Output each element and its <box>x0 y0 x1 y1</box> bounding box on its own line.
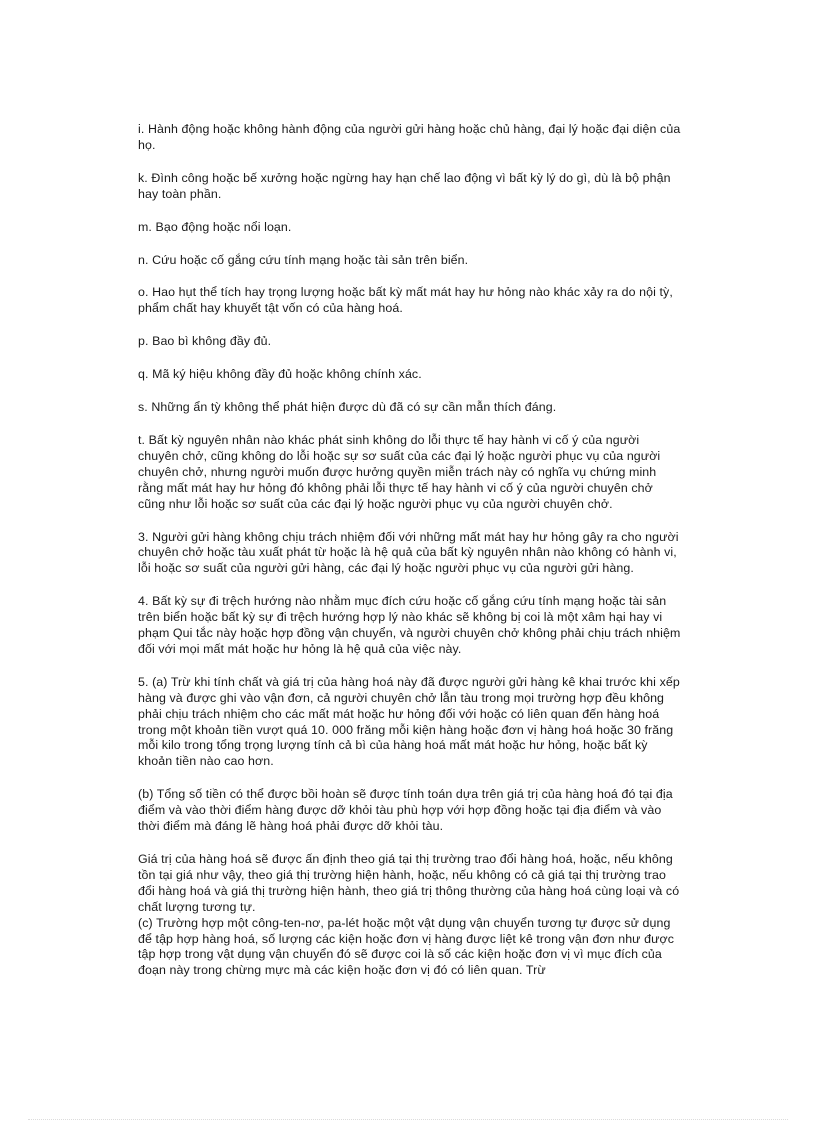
paragraph-n: n. Cứu hoặc cố gắng cứu tính mạng hoặc tài sản trên biển. <box>138 252 469 267</box>
paragraph-5c: (c) Trường hợp một công-ten-nơ, pa-lét hoặc một vật dụng vận chuyển tương tự được sử dụng để tập hợp hàng hoá, số lượng các kiện hoặc đơn vị hàng được liệt kê trong vận đơn như được tập hợp trong vật dụng vận chuyển đó sẽ được coi là số các kiện hoặc đơn vị vì mục đích của đoạn này trong chừng mực mà các kiện hoặc đơn vị đó có liên quan. Trừ <box>138 915 675 978</box>
document-body <box>138 122 682 996</box>
paragraph-4: 4. Bất kỳ sự đi trệch hướng nào nhằm mục đích cứu hoặc cố gắng cứu tính mạng hoặc tài sản trên biển hoặc bất kỳ sự đi trệch hướng hợp lý nào khác sẽ không bị coi là một xâm hại hay vi phạm Qui tắc này hoặc hợp đồng vận chuyển, và người chuyên chở không phải chịu trách nhiệm đối với mọi mất mát hoặc hư hỏng là hệ quả của việc này. <box>138 594 681 656</box>
paragraph-i: i. Hành động hoặc không hành động của người gửi hàng hoặc chủ hàng, đại lý hoặc đại diện của họ. <box>138 122 681 152</box>
paragraph-5b: (b) Tổng số tiền có thể được bồi hoàn sẽ được tính toán dựa trên giá trị của hàng hoá đó tại địa điểm và vào thời điểm hàng được dỡ khỏi tàu phù hợp với hợp đồng hoặc tại địa điểm và vào thời điểm mà đáng lẽ hàng hoá phải được dỡ khỏi tàu. <box>138 787 673 834</box>
paragraph-k: k. Đình công hoặc bế xưởng hoặc ngừng hay hạn chế lao động vì bất kỳ lý do gì, dù là bộ phận hay toàn phần. <box>138 170 671 201</box>
paragraph-3: 3. Người gửi hàng không chịu trách nhiệm đối với những mất mát hay hư hỏng gây ra cho người chuyên chở hoặc tàu xuất phát từ hoặc là hệ quả của bất kỳ nguyên nhân nào không có hành vi, lỗi hoặc sơ suất của người gửi hàng, các đại lý hoặc người phục vụ của người gửi hàng. <box>138 529 679 576</box>
paragraph-p: p. Bao bì không đầy đủ. <box>138 334 272 349</box>
paragraph-o: o. Hao hụt thể tích hay trọng lượng hoặc bất kỳ mất mát hay hư hỏng nào khác xảy ra do nội tỳ, phẩm chất hay khuyết tật vốn có của hàng hoá. <box>138 285 673 316</box>
page-bottom-divider <box>28 1119 788 1120</box>
paragraph-5a: 5. (a) Trừ khi tính chất và giá trị của hàng hoá này đã được người gửi hàng kê khai trước khi xếp hàng và được ghi vào vận đơn, cả người chuyên chở lẫn tàu trong mọi trường hợp đều không phải chịu trách nhiệm cho các mất mát hoặc hư hỏng đối với hoặc có liên quan đến hàng hoá trong một khoản tiền vượt quá 10. 000 frăng mỗi kiện hàng hoặc đơn vị hàng hoá hoặc 30 frăng mỗi kilo trong tổng trọng lượng tính cả bì của hàng hoá mất mát hoặc hư hỏng, hoặc bất kỳ khoản tiền nào cao hơn. <box>138 674 680 769</box>
paragraph-t: t. Bất kỳ nguyên nhân nào khác phát sinh không do lỗi thực tế hay hành vi cố ý của người chuyên chở, cũng không do lỗi hoặc sự sơ suất của các đại lý hoặc người phục vụ của người chuyên chở, nhưng người muốn được hưởng quyền miễn trách này có nghĩa vụ chứng minh rằng mất mát hay hư hỏng đó không phải lỗi thực tế hay hành vi cố ý của người chuyên chở cũng như lỗi hoặc sơ suất của các đại lý hoặc người phục vụ của người chuyên chở. <box>138 432 661 511</box>
paragraph-value: Giá trị của hàng hoá sẽ được ấn định theo giá tại thị trường trao đổi hàng hoá, hoặc, nếu không tồn tại giá như vậy, theo giá thị trường hiện hành, hoặc, nếu không có cả giá tại thị trường trao đổi hàng hoá và giá thị trường hiện hành, theo giá trị thông thường của hàng hoá cùng loại và có chất lượng tương tự. <box>138 852 680 914</box>
paragraph-s: s. Những ẩn tỳ không thể phát hiện được dù đã có sự cần mẫn thích đáng. <box>138 400 557 415</box>
paragraph-q: q. Mã ký hiệu không đầy đủ hoặc không chính xác. <box>138 367 422 382</box>
paragraph-m: m. Bạo động hoặc nổi loạn. <box>138 219 292 234</box>
